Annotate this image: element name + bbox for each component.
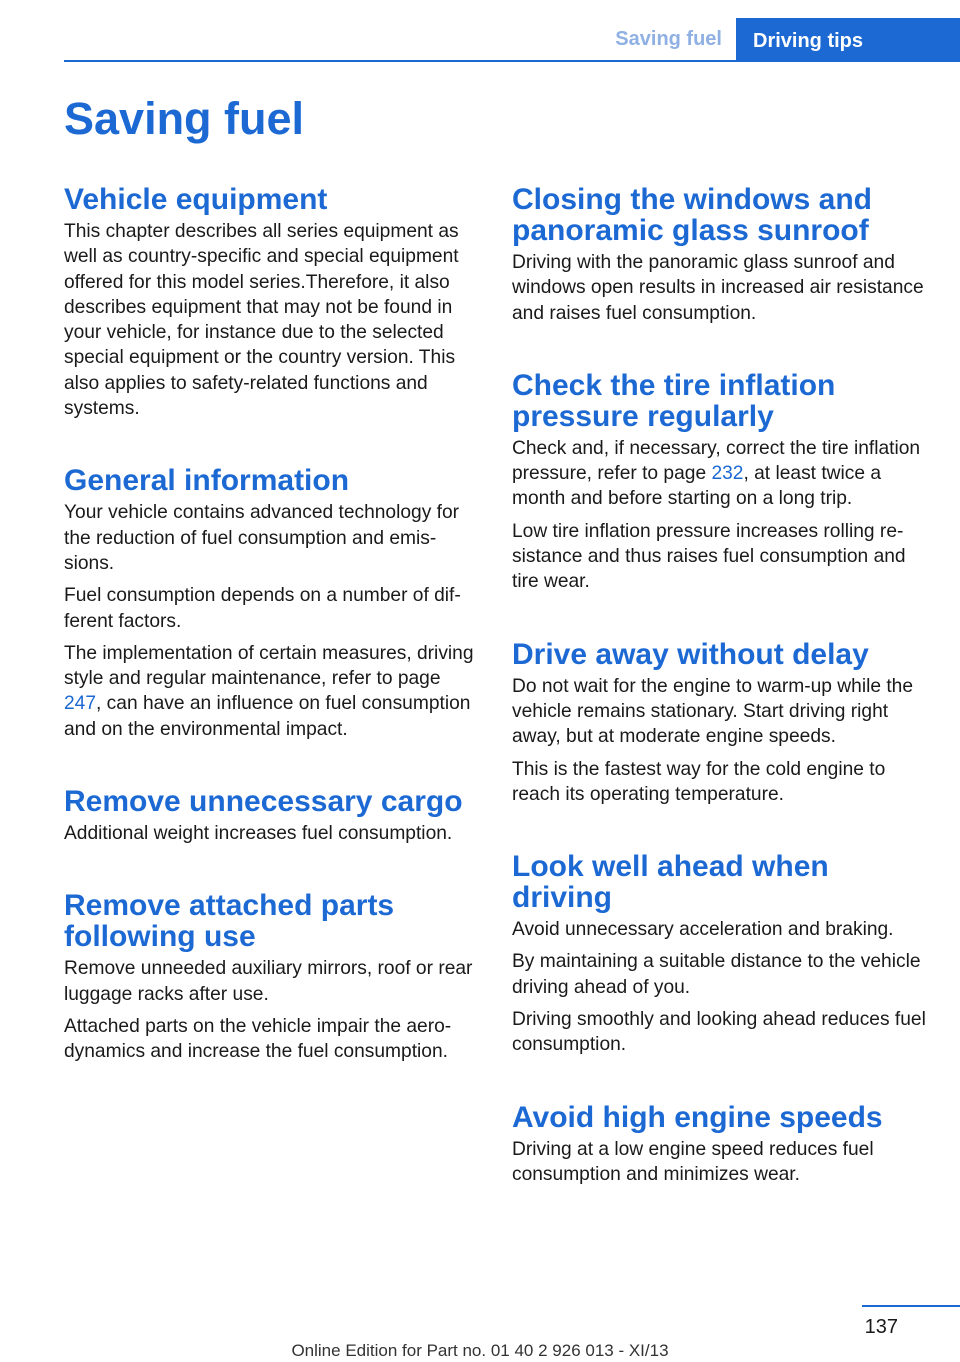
section-avoid-high-engine-speeds [512, 1102, 928, 1188]
paragraph [512, 436, 928, 512]
paragraph: Do not wait for the engine to warm-up while the vehicle remains stationary. Start driving right away, but at moderate engine speeds. [512, 675, 914, 748]
paragraph: This is the fastest way for the cold engine to reach its operating temperature. [512, 758, 886, 805]
section-general-information [64, 465, 479, 742]
paragraph [64, 641, 479, 742]
paragraph: Low tire inflation pressure increases rolling resistance and thus raises fuel consumption and tire wear. [512, 520, 906, 593]
section-heading: Remove attached parts following use [64, 889, 395, 954]
paragraph: Avoid unnecessary acceleration and braking. [512, 919, 894, 941]
paragraph: Your vehicle contains advanced technology for the reduction of fuel consumption and emissions. [64, 502, 460, 574]
header-section-label: Saving fuel [615, 28, 722, 50]
section-closing-windows [512, 184, 928, 326]
section-remove-unnecessary-cargo [64, 786, 479, 846]
paragraph: Additional weight increases fuel consumption. [64, 823, 453, 845]
paragraph: Remove unneeded auxiliary mirrors, roof or rear luggage racks after use. [64, 958, 473, 1005]
section-look-ahead [512, 851, 928, 1057]
section-drive-away [512, 639, 928, 807]
paragraph-text: The implementation of certain measures, driving style and regular maintenance, refer to page [64, 642, 474, 690]
paragraph: Driving smoothly and looking ahead reduces fuel consumption. [512, 1009, 926, 1056]
header-chapter-tab: Driving tips [736, 18, 960, 62]
section-heading: Remove unnecessary cargo [64, 785, 463, 819]
page-link-247[interactable]: 247 [64, 693, 97, 715]
section-heading: Look well ahead when driving [512, 850, 829, 915]
section-heading: Check the tire inflation pressure regularly [512, 368, 836, 433]
page-link-232[interactable]: 232 [711, 463, 744, 485]
page-number-rule [862, 1305, 960, 1307]
paragraph: Driving with the panoramic glass sunroof and windows open results in increased air resistance and raises fuel consumption. [512, 252, 924, 324]
section-heading: Closing the windows and panoramic glass sunroof [512, 183, 872, 247]
section-tire-inflation [512, 370, 928, 595]
section-heading: General information [64, 464, 350, 498]
section-heading: Drive away without delay [512, 637, 869, 671]
paragraph-text: , at least twice a month and before starting on a long trip. [512, 463, 882, 510]
right-column [512, 184, 928, 1231]
paragraph-text: , can have an influence on fuel consumption and on the environmental impact. [64, 693, 471, 740]
footer-edition-note: Online Edition for Part no. 01 40 2 926 013 - XI/13 [291, 1341, 669, 1360]
page-number: 137 [864, 1316, 898, 1338]
paragraph: By maintaining a suitable distance to the vehicle driving ahead of you. [512, 951, 921, 998]
paragraph: This chapter describes all series equipment as well as country-specific and special equipment offered for this model series.Therefore, it also describes equipment that may not be found in your vehicle, for instance due to the selected special equipment or the country version. This also applies to safety-related functions and systems. [64, 221, 459, 420]
paragraph: Fuel consumption depends on a number of different factors. [64, 585, 461, 632]
section-heading: Avoid high engine speeds [512, 1100, 883, 1134]
page-title: Saving fuel [64, 93, 305, 144]
section-vehicle-equipment [64, 184, 479, 421]
paragraph: Driving at a low engine speed reduces fuel consumption and minimizes wear. [512, 1138, 874, 1185]
paragraph: Attached parts on the vehicle impair the aerodynamics and increase the fuel consumption. [64, 1015, 452, 1063]
section-remove-attached-parts [64, 890, 479, 1064]
section-heading: Vehicle equipment [64, 183, 328, 216]
paragraph-text: Check and, if necessary, correct the tire inflation pressure, refer to page [512, 437, 921, 485]
left-column [64, 184, 479, 1109]
